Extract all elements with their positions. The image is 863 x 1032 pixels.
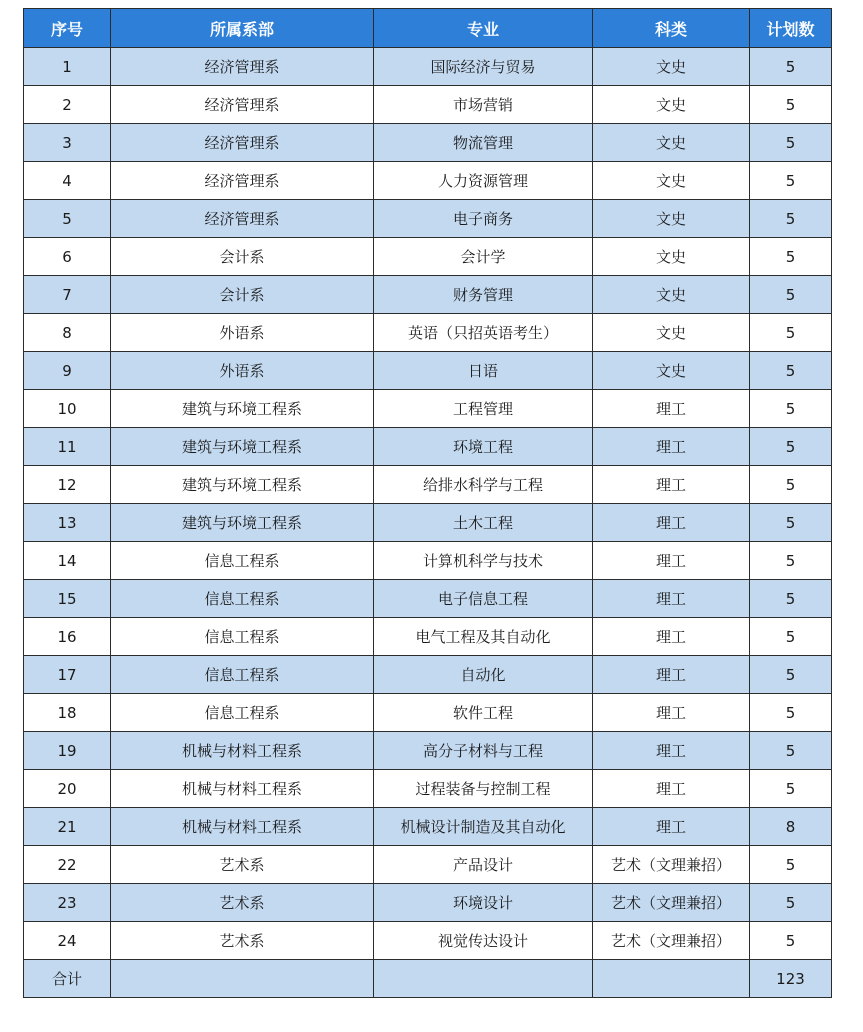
cell-index: 19 (24, 732, 111, 770)
cell-department: 经济管理系 (111, 86, 374, 124)
cell-department: 会计系 (111, 238, 374, 276)
total-category (593, 960, 750, 998)
cell-plan-count: 5 (750, 86, 832, 124)
cell-index: 16 (24, 618, 111, 656)
table-row (24, 732, 832, 770)
cell-major: 电气工程及其自动化 (374, 618, 593, 656)
cell-plan-count: 5 (750, 428, 832, 466)
cell-index: 12 (24, 466, 111, 504)
table-row (24, 428, 832, 466)
total-department (111, 960, 374, 998)
cell-category: 理工 (593, 504, 750, 542)
cell-index: 23 (24, 884, 111, 922)
cell-major: 环境设计 (374, 884, 593, 922)
cell-plan-count: 5 (750, 922, 832, 960)
cell-department: 建筑与环境工程系 (111, 428, 374, 466)
cell-plan-count: 8 (750, 808, 832, 846)
table-row (24, 314, 832, 352)
cell-category: 理工 (593, 656, 750, 694)
cell-category: 文史 (593, 200, 750, 238)
table-row (24, 200, 832, 238)
cell-category: 理工 (593, 428, 750, 466)
cell-category: 文史 (593, 86, 750, 124)
cell-category: 理工 (593, 618, 750, 656)
cell-index: 24 (24, 922, 111, 960)
cell-major: 市场营销 (374, 86, 593, 124)
cell-major: 电子信息工程 (374, 580, 593, 618)
cell-plan-count: 5 (750, 580, 832, 618)
cell-department: 艺术系 (111, 922, 374, 960)
cell-plan-count: 5 (750, 884, 832, 922)
table-row (24, 770, 832, 808)
cell-plan-count: 5 (750, 732, 832, 770)
cell-index: 15 (24, 580, 111, 618)
table-row (24, 162, 832, 200)
cell-index: 3 (24, 124, 111, 162)
cell-department: 信息工程系 (111, 618, 374, 656)
cell-major: 自动化 (374, 656, 593, 694)
cell-major: 软件工程 (374, 694, 593, 732)
cell-category: 文史 (593, 276, 750, 314)
cell-major: 英语（只招英语考生） (374, 314, 593, 352)
cell-plan-count: 5 (750, 846, 832, 884)
table-row (24, 846, 832, 884)
header-index: 序号 (24, 9, 111, 48)
cell-department: 机械与材料工程系 (111, 732, 374, 770)
header-category: 科类 (593, 9, 750, 48)
cell-index: 20 (24, 770, 111, 808)
cell-plan-count: 5 (750, 276, 832, 314)
cell-department: 经济管理系 (111, 162, 374, 200)
cell-major: 日语 (374, 352, 593, 390)
cell-major: 工程管理 (374, 390, 593, 428)
cell-major: 人力资源管理 (374, 162, 593, 200)
cell-plan-count: 5 (750, 124, 832, 162)
cell-plan-count: 5 (750, 200, 832, 238)
cell-department: 艺术系 (111, 846, 374, 884)
cell-category: 文史 (593, 314, 750, 352)
total-label: 合计 (24, 960, 111, 998)
cell-index: 6 (24, 238, 111, 276)
cell-department: 建筑与环境工程系 (111, 466, 374, 504)
cell-index: 1 (24, 48, 111, 86)
cell-plan-count: 5 (750, 542, 832, 580)
cell-category: 理工 (593, 694, 750, 732)
cell-index: 21 (24, 808, 111, 846)
cell-index: 18 (24, 694, 111, 732)
table-row (24, 124, 832, 162)
cell-plan-count: 5 (750, 694, 832, 732)
table-body (24, 48, 832, 998)
cell-department: 建筑与环境工程系 (111, 504, 374, 542)
cell-major: 过程装备与控制工程 (374, 770, 593, 808)
cell-category: 文史 (593, 238, 750, 276)
cell-plan-count: 5 (750, 618, 832, 656)
cell-index: 4 (24, 162, 111, 200)
table-row (24, 808, 832, 846)
cell-major: 环境工程 (374, 428, 593, 466)
cell-major: 电子商务 (374, 200, 593, 238)
cell-department: 建筑与环境工程系 (111, 390, 374, 428)
cell-category: 艺术（文理兼招） (593, 922, 750, 960)
cell-category: 文史 (593, 48, 750, 86)
header-row (24, 9, 832, 48)
table-row (24, 466, 832, 504)
cell-department: 信息工程系 (111, 580, 374, 618)
cell-major: 给排水科学与工程 (374, 466, 593, 504)
cell-department: 经济管理系 (111, 200, 374, 238)
cell-plan-count: 5 (750, 48, 832, 86)
cell-category: 艺术（文理兼招） (593, 846, 750, 884)
cell-plan-count: 5 (750, 656, 832, 694)
cell-category: 理工 (593, 808, 750, 846)
table-row (24, 922, 832, 960)
cell-index: 9 (24, 352, 111, 390)
table-row (24, 580, 832, 618)
cell-major: 产品设计 (374, 846, 593, 884)
cell-category: 文史 (593, 124, 750, 162)
cell-department: 艺术系 (111, 884, 374, 922)
table-row (24, 656, 832, 694)
cell-department: 会计系 (111, 276, 374, 314)
cell-index: 5 (24, 200, 111, 238)
cell-index: 2 (24, 86, 111, 124)
table-row (24, 238, 832, 276)
cell-plan-count: 5 (750, 390, 832, 428)
cell-major: 机械设计制造及其自动化 (374, 808, 593, 846)
cell-department: 信息工程系 (111, 656, 374, 694)
cell-index: 22 (24, 846, 111, 884)
cell-department: 机械与材料工程系 (111, 808, 374, 846)
cell-plan-count: 5 (750, 466, 832, 504)
cell-index: 14 (24, 542, 111, 580)
cell-index: 17 (24, 656, 111, 694)
cell-index: 8 (24, 314, 111, 352)
enrollment-plan-table-container (23, 8, 832, 998)
cell-category: 理工 (593, 732, 750, 770)
table-row (24, 504, 832, 542)
table-row (24, 618, 832, 656)
cell-category: 理工 (593, 466, 750, 504)
cell-category: 文史 (593, 352, 750, 390)
total-major (374, 960, 593, 998)
cell-category: 理工 (593, 770, 750, 808)
cell-category: 艺术（文理兼招） (593, 884, 750, 922)
table-row (24, 86, 832, 124)
cell-index: 13 (24, 504, 111, 542)
cell-plan-count: 5 (750, 352, 832, 390)
table-row (24, 48, 832, 86)
table-row (24, 694, 832, 732)
cell-department: 经济管理系 (111, 48, 374, 86)
table-row (24, 390, 832, 428)
cell-plan-count: 5 (750, 314, 832, 352)
cell-major: 高分子材料与工程 (374, 732, 593, 770)
cell-department: 信息工程系 (111, 694, 374, 732)
cell-major: 物流管理 (374, 124, 593, 162)
header-plan-count: 计划数 (750, 9, 832, 48)
table-row (24, 542, 832, 580)
cell-plan-count: 5 (750, 504, 832, 542)
cell-category: 理工 (593, 390, 750, 428)
table-header (24, 9, 832, 48)
table-row (24, 352, 832, 390)
header-major: 专业 (374, 9, 593, 48)
total-count: 123 (750, 960, 832, 998)
cell-major: 会计学 (374, 238, 593, 276)
header-department: 所属系部 (111, 9, 374, 48)
cell-index: 10 (24, 390, 111, 428)
cell-category: 理工 (593, 580, 750, 618)
cell-category: 文史 (593, 162, 750, 200)
cell-major: 国际经济与贸易 (374, 48, 593, 86)
total-row (24, 960, 832, 998)
table-row (24, 276, 832, 314)
cell-index: 7 (24, 276, 111, 314)
cell-major: 计算机科学与技术 (374, 542, 593, 580)
cell-department: 机械与材料工程系 (111, 770, 374, 808)
cell-major: 视觉传达设计 (374, 922, 593, 960)
cell-plan-count: 5 (750, 238, 832, 276)
cell-category: 理工 (593, 542, 750, 580)
cell-index: 11 (24, 428, 111, 466)
cell-plan-count: 5 (750, 770, 832, 808)
cell-department: 经济管理系 (111, 124, 374, 162)
table-row (24, 884, 832, 922)
cell-major: 财务管理 (374, 276, 593, 314)
cell-department: 信息工程系 (111, 542, 374, 580)
cell-major: 土木工程 (374, 504, 593, 542)
cell-department: 外语系 (111, 314, 374, 352)
cell-department: 外语系 (111, 352, 374, 390)
enrollment-plan-table (23, 8, 832, 998)
cell-plan-count: 5 (750, 162, 832, 200)
